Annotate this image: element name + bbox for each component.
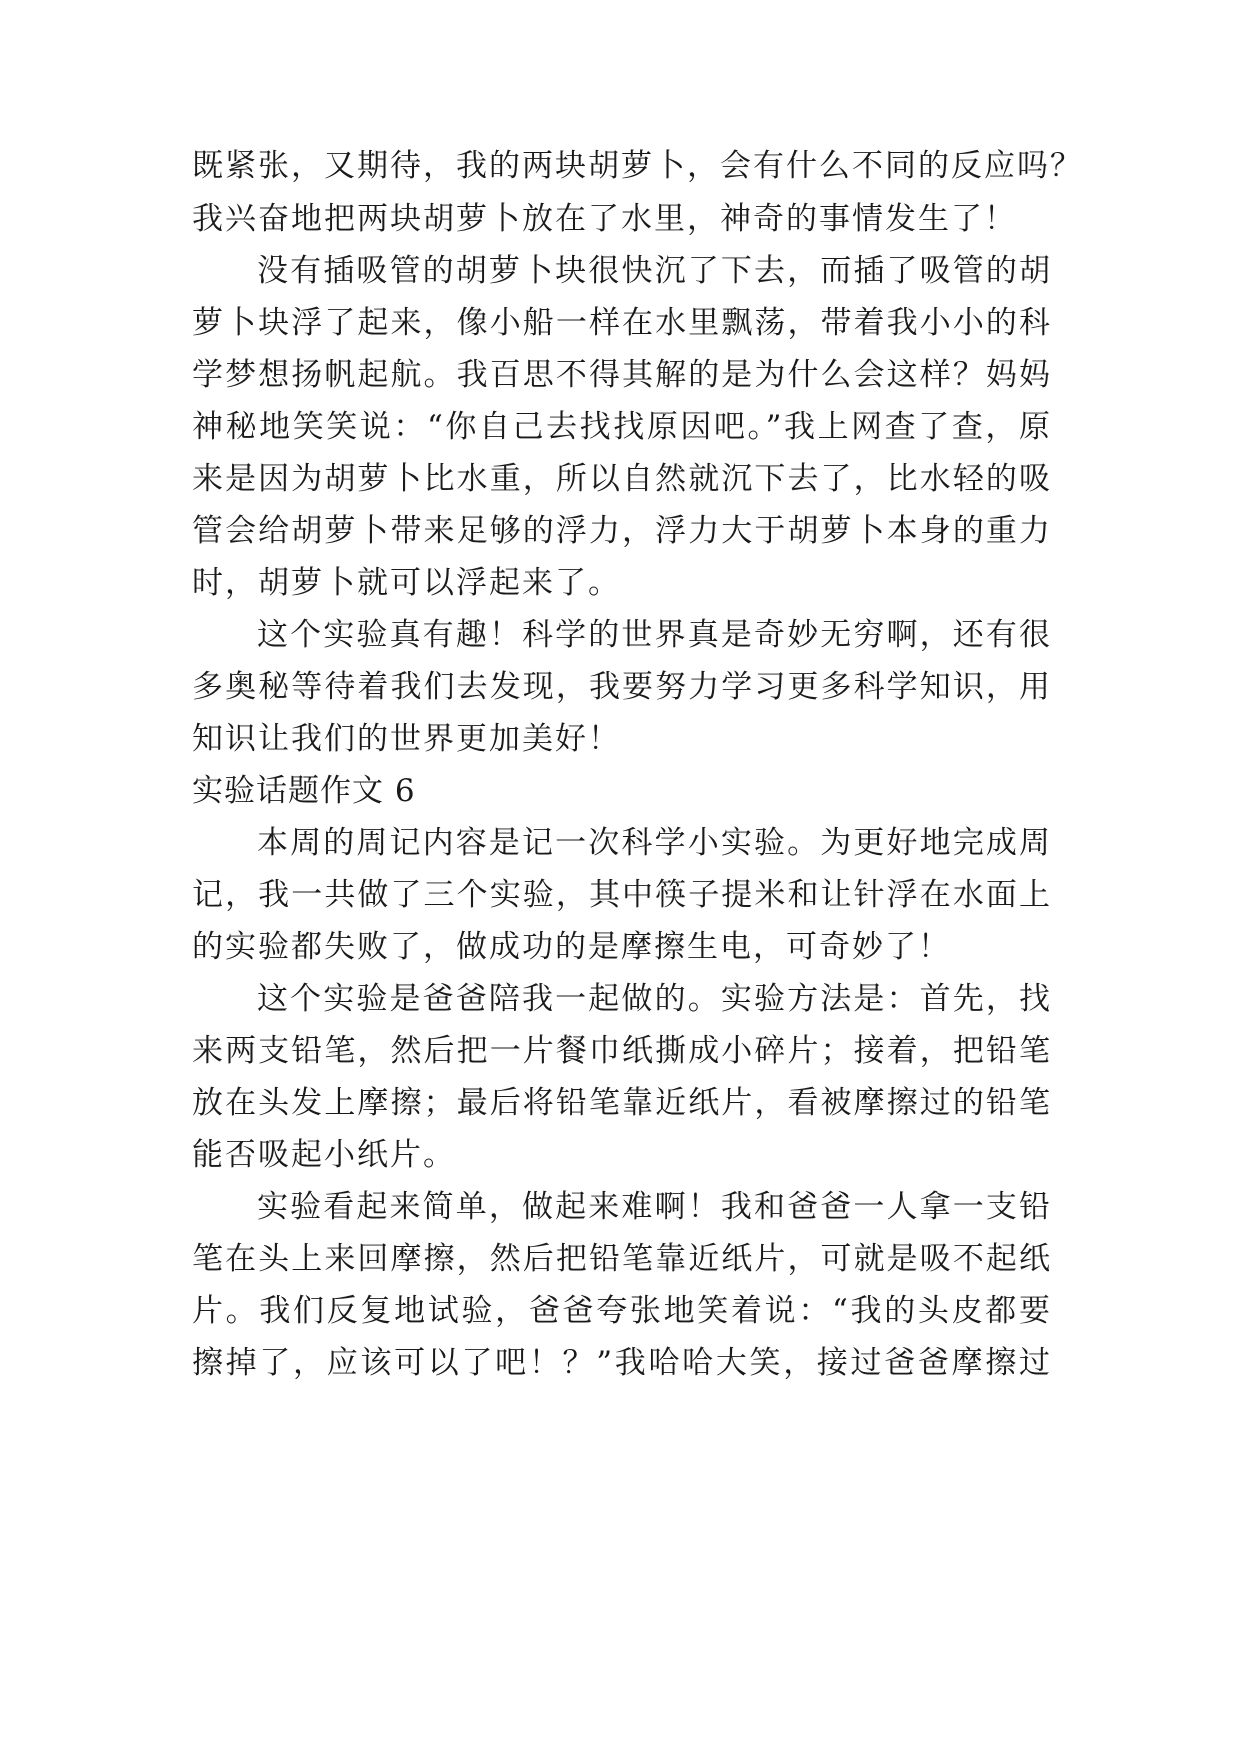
paragraph-first-line: 这个实验真有趣！科学的世界真是奇妙无穷啊，还有很 xyxy=(257,617,1052,653)
text-line: 的实验都失败了，做成功的是摩擦生电，可奇妙了！ xyxy=(192,929,951,965)
text-line: 记，我一共做了三个实验，其中筷子提米和让针浮在水面上 xyxy=(192,877,1052,913)
text-line: 来两支铅笔，然后把一片餐巾纸撕成小碎片；接着，把铅笔 xyxy=(192,1033,1052,1069)
paragraph-first-line: 实验看起来简单，做起来难啊！我和爸爸一人拿一支铅 xyxy=(257,1189,1052,1225)
text-line: 放在头发上摩擦；最后将铅笔靠近纸片，看被摩擦过的铅笔 xyxy=(192,1085,1052,1121)
text-line: 我兴奋地把两块胡萝卜放在了水里，神奇的事情发生了！ xyxy=(192,201,1017,237)
text-line: 知识让我们的世界更加美好！ xyxy=(192,721,621,757)
paragraph-first-line: 这个实验是爸爸陪我一起做的。实验方法是：首先，找 xyxy=(257,981,1052,1017)
text-line: 多奥秘等待着我们去发现，我要努力学习更多科学知识，用 xyxy=(192,669,1052,705)
text-line: 学梦想扬帆起航。我百思不得其解的是为什么会这样？妈妈 xyxy=(192,357,1052,393)
text-line: 管会给胡萝卜带来足够的浮力，浮力大于胡萝卜本身的重力 xyxy=(192,513,1052,549)
text-line: 萝卜块浮了起来，像小船一样在水里飘荡，带着我小小的科 xyxy=(192,305,1052,341)
paragraph-first-line: 本周的周记内容是记一次科学小实验。为更好地完成周 xyxy=(257,825,1052,861)
text-line: 能否吸起小纸片。 xyxy=(192,1137,456,1173)
text-line: 来是因为胡萝卜比水重，所以自然就沉下去了，比水轻的吸 xyxy=(192,461,1052,497)
text-line: 神秘地笑笑说：“你自己去找找原因吧。”我上网查了查，原 xyxy=(192,409,1052,445)
text-line: 时，胡萝卜就可以浮起来了。 xyxy=(192,565,621,601)
text-line: 擦掉了，应该可以了吧！？”我哈哈大笑，接过爸爸摩擦过 xyxy=(192,1345,1052,1381)
text-line: 既紧张，又期待，我的两块胡萝卜，会有什么不同的反应吗？ xyxy=(192,148,1083,184)
section-heading: 实验话题作文 6 xyxy=(192,773,416,809)
paragraph-first-line: 没有插吸管的胡萝卜块很快沉了下去，而插了吸管的胡 xyxy=(257,253,1052,289)
text-line: 片。我们反复地试验，爸爸夸张地笑着说：“我的头皮都要 xyxy=(192,1293,1052,1329)
text-line: 笔在头上来回摩擦，然后把铅笔靠近纸片，可就是吸不起纸 xyxy=(192,1241,1052,1277)
